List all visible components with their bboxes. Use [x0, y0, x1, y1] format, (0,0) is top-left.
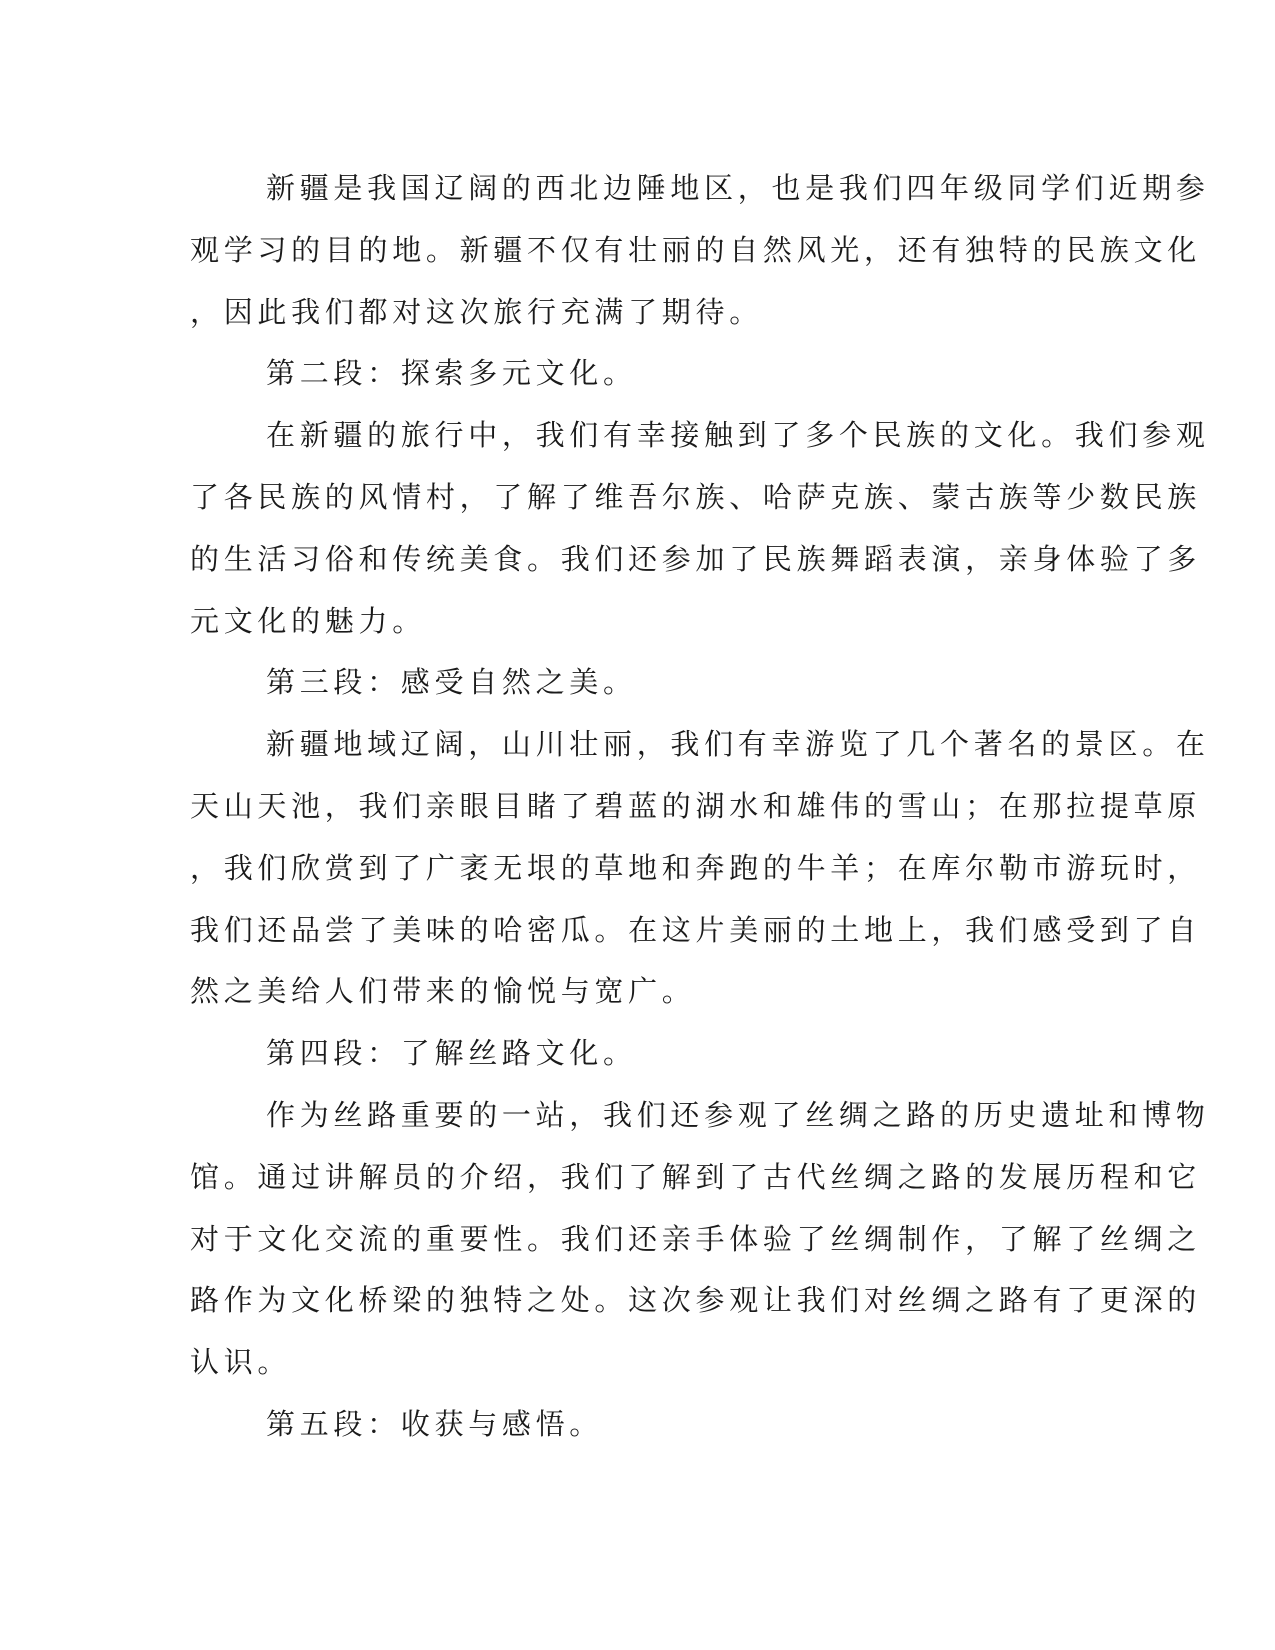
text-line: 元文化的魅力。 [190, 603, 426, 638]
section-heading: 第三段：感受自然之美。 [266, 665, 637, 700]
text-line: 的生活习俗和传统美食。我们还参加了民族舞蹈表演，亲身体验了多 [190, 541, 1202, 576]
text-line: 新疆地域辽阔，山川壮丽，我们有幸游览了几个著名的景区。在 [266, 727, 1210, 762]
section-heading: 第五段：收获与感悟。 [266, 1406, 604, 1441]
text-line: 馆。通过讲解员的介绍，我们了解到了古代丝绸之路的发展历程和它 [190, 1159, 1202, 1194]
text-line: 认识。 [190, 1345, 292, 1380]
text-line: ，因此我们都对这次旅行充满了期待。 [190, 294, 763, 329]
text-line: 在新疆的旅行中，我们有幸接触到了多个民族的文化。我们参观 [266, 418, 1210, 453]
text-line: ，我们欣赏到了广袤无垠的草地和奔跑的牛羊；在库尔勒市游玩时， [190, 850, 1202, 885]
text-line: 路作为文化桥梁的独特之处。这次参观让我们对丝绸之路有了更深的 [190, 1283, 1202, 1318]
text-line: 新疆是我国辽阔的西北边陲地区，也是我们四年级同学们近期参 [266, 171, 1210, 205]
text-line: 对于文化交流的重要性。我们还亲手体验了丝绸制作，了解了丝绸之 [190, 1221, 1202, 1256]
section-heading: 第四段：了解丝路文化。 [266, 1036, 637, 1071]
text-line: 了各民族的风情村，了解了维吾尔族、哈萨克族、蒙古族等少数民族 [190, 479, 1202, 514]
text-line: 作为丝路重要的一站，我们还参观了丝绸之路的历史遗址和博物 [266, 1097, 1210, 1132]
text-line: 然之美给人们带来的愉悦与宽广。 [190, 974, 696, 1009]
document-body [190, 158, 1210, 1456]
text-line: 观学习的目的地。新疆不仅有壮丽的自然风光，还有独特的民族文化 [190, 232, 1202, 267]
text-line: 我们还品尝了美味的哈密瓜。在这片美丽的土地上，我们感受到了自 [190, 912, 1202, 947]
text-line: 天山天池，我们亲眼目睹了碧蓝的湖水和雄伟的雪山；在那拉提草原 [190, 788, 1202, 823]
section-heading: 第二段：探索多元文化。 [266, 356, 637, 391]
